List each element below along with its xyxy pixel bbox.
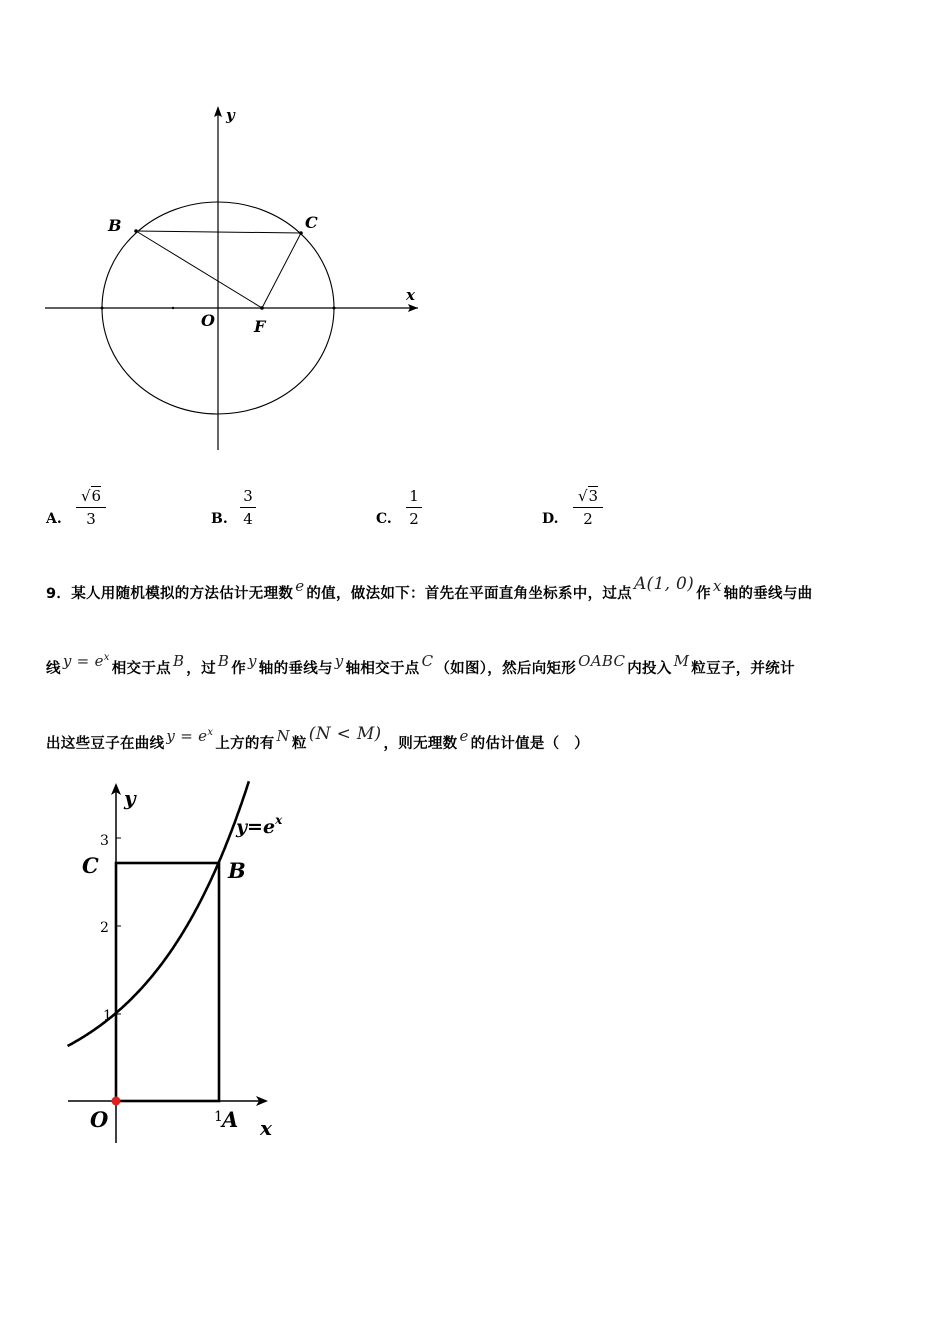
label-a: A (222, 1107, 239, 1132)
figure-exponential-rectangle (60, 775, 320, 1155)
question-line-3: 出这些豆子在曲线 $y = e^x$上方的有 N 粒 (N < M) ，则无理数 e 的估计值是（ ） (46, 724, 590, 752)
question-line-1: 9．某人用随机模拟的方法估计无理数 e 的值，做法如下：首先在平面直角坐标系中，过点 A(1, 0) 作 x 轴的垂线与曲 (46, 574, 813, 602)
rectangle-oabc (116, 863, 219, 1101)
option-a-value: √6 3 (76, 487, 106, 528)
label-o: O (90, 1107, 109, 1132)
option-a-letter[interactable]: A. (46, 511, 62, 527)
segment-bf (136, 231, 262, 308)
label-c: C (82, 853, 99, 878)
label-c: C (305, 213, 318, 232)
option-d-letter[interactable]: D. (542, 511, 559, 527)
label-x: x (260, 1116, 272, 1140)
option-d-value: √3 2 (573, 487, 603, 528)
label-f: F (254, 317, 266, 336)
tick-label-x-1: 1 (214, 1109, 223, 1125)
label-o: O (201, 311, 215, 330)
origin-point (112, 1097, 121, 1106)
label-y: y (124, 786, 136, 810)
curve-exp (68, 781, 249, 1046)
option-c-value: 1 2 (406, 487, 422, 528)
tick-label-2: 2 (100, 920, 109, 936)
label-x: x (406, 286, 415, 304)
segment-cf (262, 233, 301, 308)
question-line-2: 线 $y = e^x$相交于点 B ，过 B 作 y 轴的垂线与 y 轴相交于点 C （如图），然后向矩形 OABC 内投入 M 粒豆子，并统计 (46, 652, 795, 677)
label-y: y (226, 106, 235, 124)
option-c-letter[interactable]: C. (376, 511, 392, 527)
label-b: B (228, 858, 246, 883)
tick-label-1: 1 (103, 1008, 112, 1024)
figure-circle-triangle (40, 100, 440, 460)
curve-label: $y=e^x$ (236, 813, 283, 838)
tick-label-3: 3 (100, 833, 109, 849)
option-b-letter[interactable]: B. (211, 511, 228, 527)
label-b: B (108, 216, 122, 235)
option-b-value: 3 4 (240, 487, 256, 528)
